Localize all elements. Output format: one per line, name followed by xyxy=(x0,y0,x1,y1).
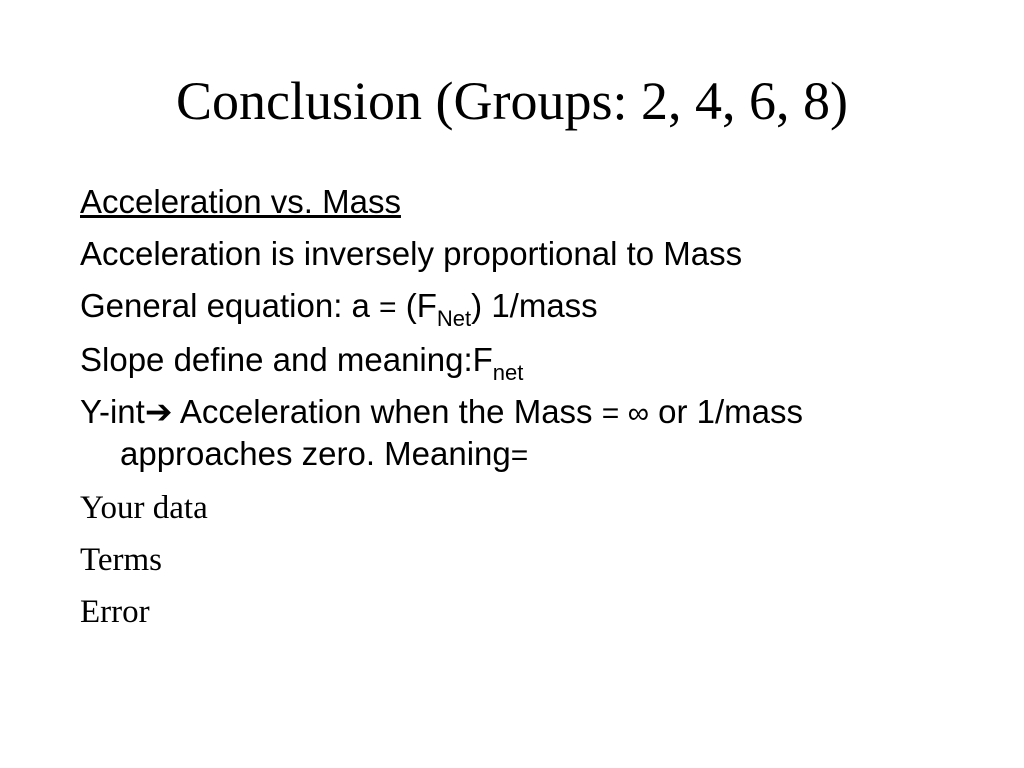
slope-line xyxy=(80,340,960,385)
yint-equals-infinity: = ∞ xyxy=(601,397,649,430)
inverse-line: Acceleration is inversely proportional to Mass xyxy=(80,235,743,272)
equation-open: (F xyxy=(396,287,437,324)
equation-subscript: Net xyxy=(436,306,472,331)
yint-equals: = xyxy=(510,439,529,472)
slide-title: Conclusion (Groups: 2, 4, 6, 8) xyxy=(176,71,848,131)
slope-text: Slope define and meaning:F xyxy=(80,341,493,378)
arrow-icon: ➔ xyxy=(144,393,173,430)
item-error: Error xyxy=(80,594,150,630)
heading-line xyxy=(80,182,960,222)
item-terms: Terms xyxy=(80,542,163,578)
slope-subscript: net xyxy=(492,360,524,385)
heading-text: Acceleration vs. Mass xyxy=(80,183,401,220)
equation-equals: = xyxy=(379,291,397,324)
equation-line xyxy=(80,286,960,331)
yint-line xyxy=(80,392,960,476)
item-your-data: Your data xyxy=(80,490,208,526)
slide-body xyxy=(80,182,960,644)
yint-text-1: Acceleration when the Mass xyxy=(172,393,602,430)
yint-text-2: or 1/mass approaches zero. Meaning xyxy=(120,393,804,472)
equation-close: ) 1/mass xyxy=(471,287,598,324)
yint-label: Y-int xyxy=(80,393,145,430)
equation-prefix: General equation: a xyxy=(80,287,380,324)
